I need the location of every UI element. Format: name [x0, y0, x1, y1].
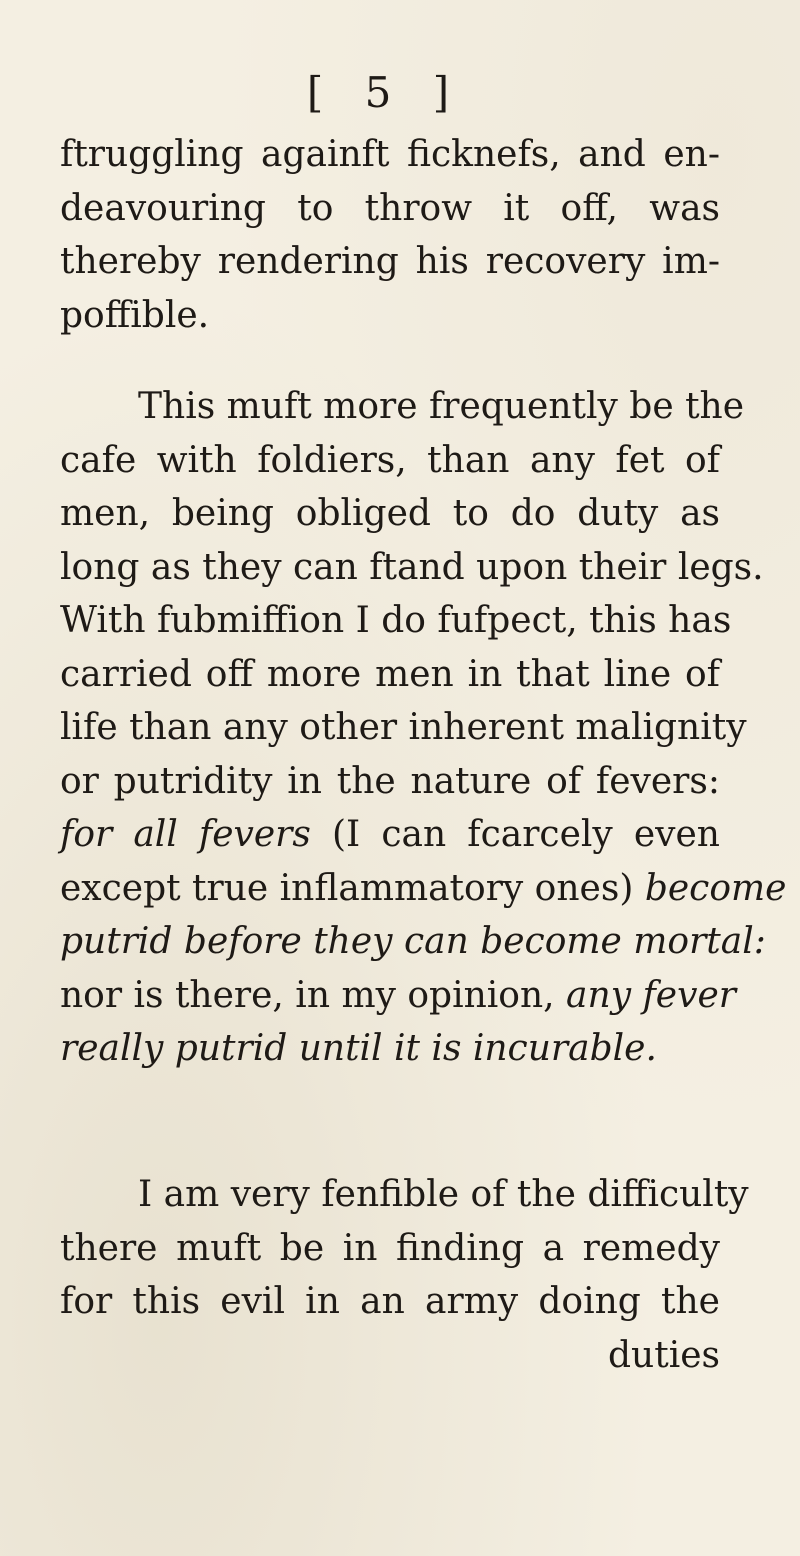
text-line: or putridity in the nature of fevers:: [60, 760, 720, 802]
italic-phrase: any fever: [566, 974, 736, 1016]
roman-phrase: nor is there, in my opinion,: [60, 974, 567, 1016]
text-line: [60, 862, 787, 916]
text-line: thereby rendering his recovery im-: [60, 241, 720, 282]
text-line: carried off more men in that line of: [60, 653, 720, 695]
text-line: men, being obliged to do duty as: [60, 493, 720, 534]
text-line: there muft be in finding a remedy: [60, 1227, 720, 1269]
text-line: long as they can ftand upon their legs.: [60, 546, 764, 588]
text-line: [60, 969, 736, 1023]
text-line: This muft more frequently be the: [138, 386, 745, 427]
text-line: really putrid until it is incurable.: [60, 1028, 657, 1069]
text-line: With fubmiffion I do fufpect, this has: [60, 600, 732, 641]
italic-phrase: for all fevers: [60, 814, 311, 855]
text-line: for this evil in an army doing the: [60, 1281, 720, 1322]
roman-phrase: except true inflammatory ones): [60, 867, 645, 909]
text-line: [60, 808, 720, 862]
text-line: deavouring to throw it off, was: [60, 187, 720, 229]
text-line: poffible.: [60, 294, 210, 336]
text-line: putrid before they can become mortal:: [60, 921, 766, 962]
paragraph-2: [60, 380, 787, 1076]
paragraph-3: [60, 1168, 749, 1382]
page-number: [ 5 ]: [306, 68, 464, 117]
catchword: duties: [608, 1334, 720, 1376]
text-line: I am very fenfible of the difficulty: [138, 1174, 749, 1215]
italic-phrase: become: [644, 867, 787, 909]
paragraph-1: [60, 128, 720, 342]
roman-phrase: (I can fcarcely even: [310, 814, 720, 855]
text-line: cafe with foldiers, than any fet of: [60, 439, 720, 481]
text-line: ftruggling againft ficknefs, and en-: [60, 134, 720, 175]
text-line: life than any other inherent malignity: [60, 707, 747, 748]
